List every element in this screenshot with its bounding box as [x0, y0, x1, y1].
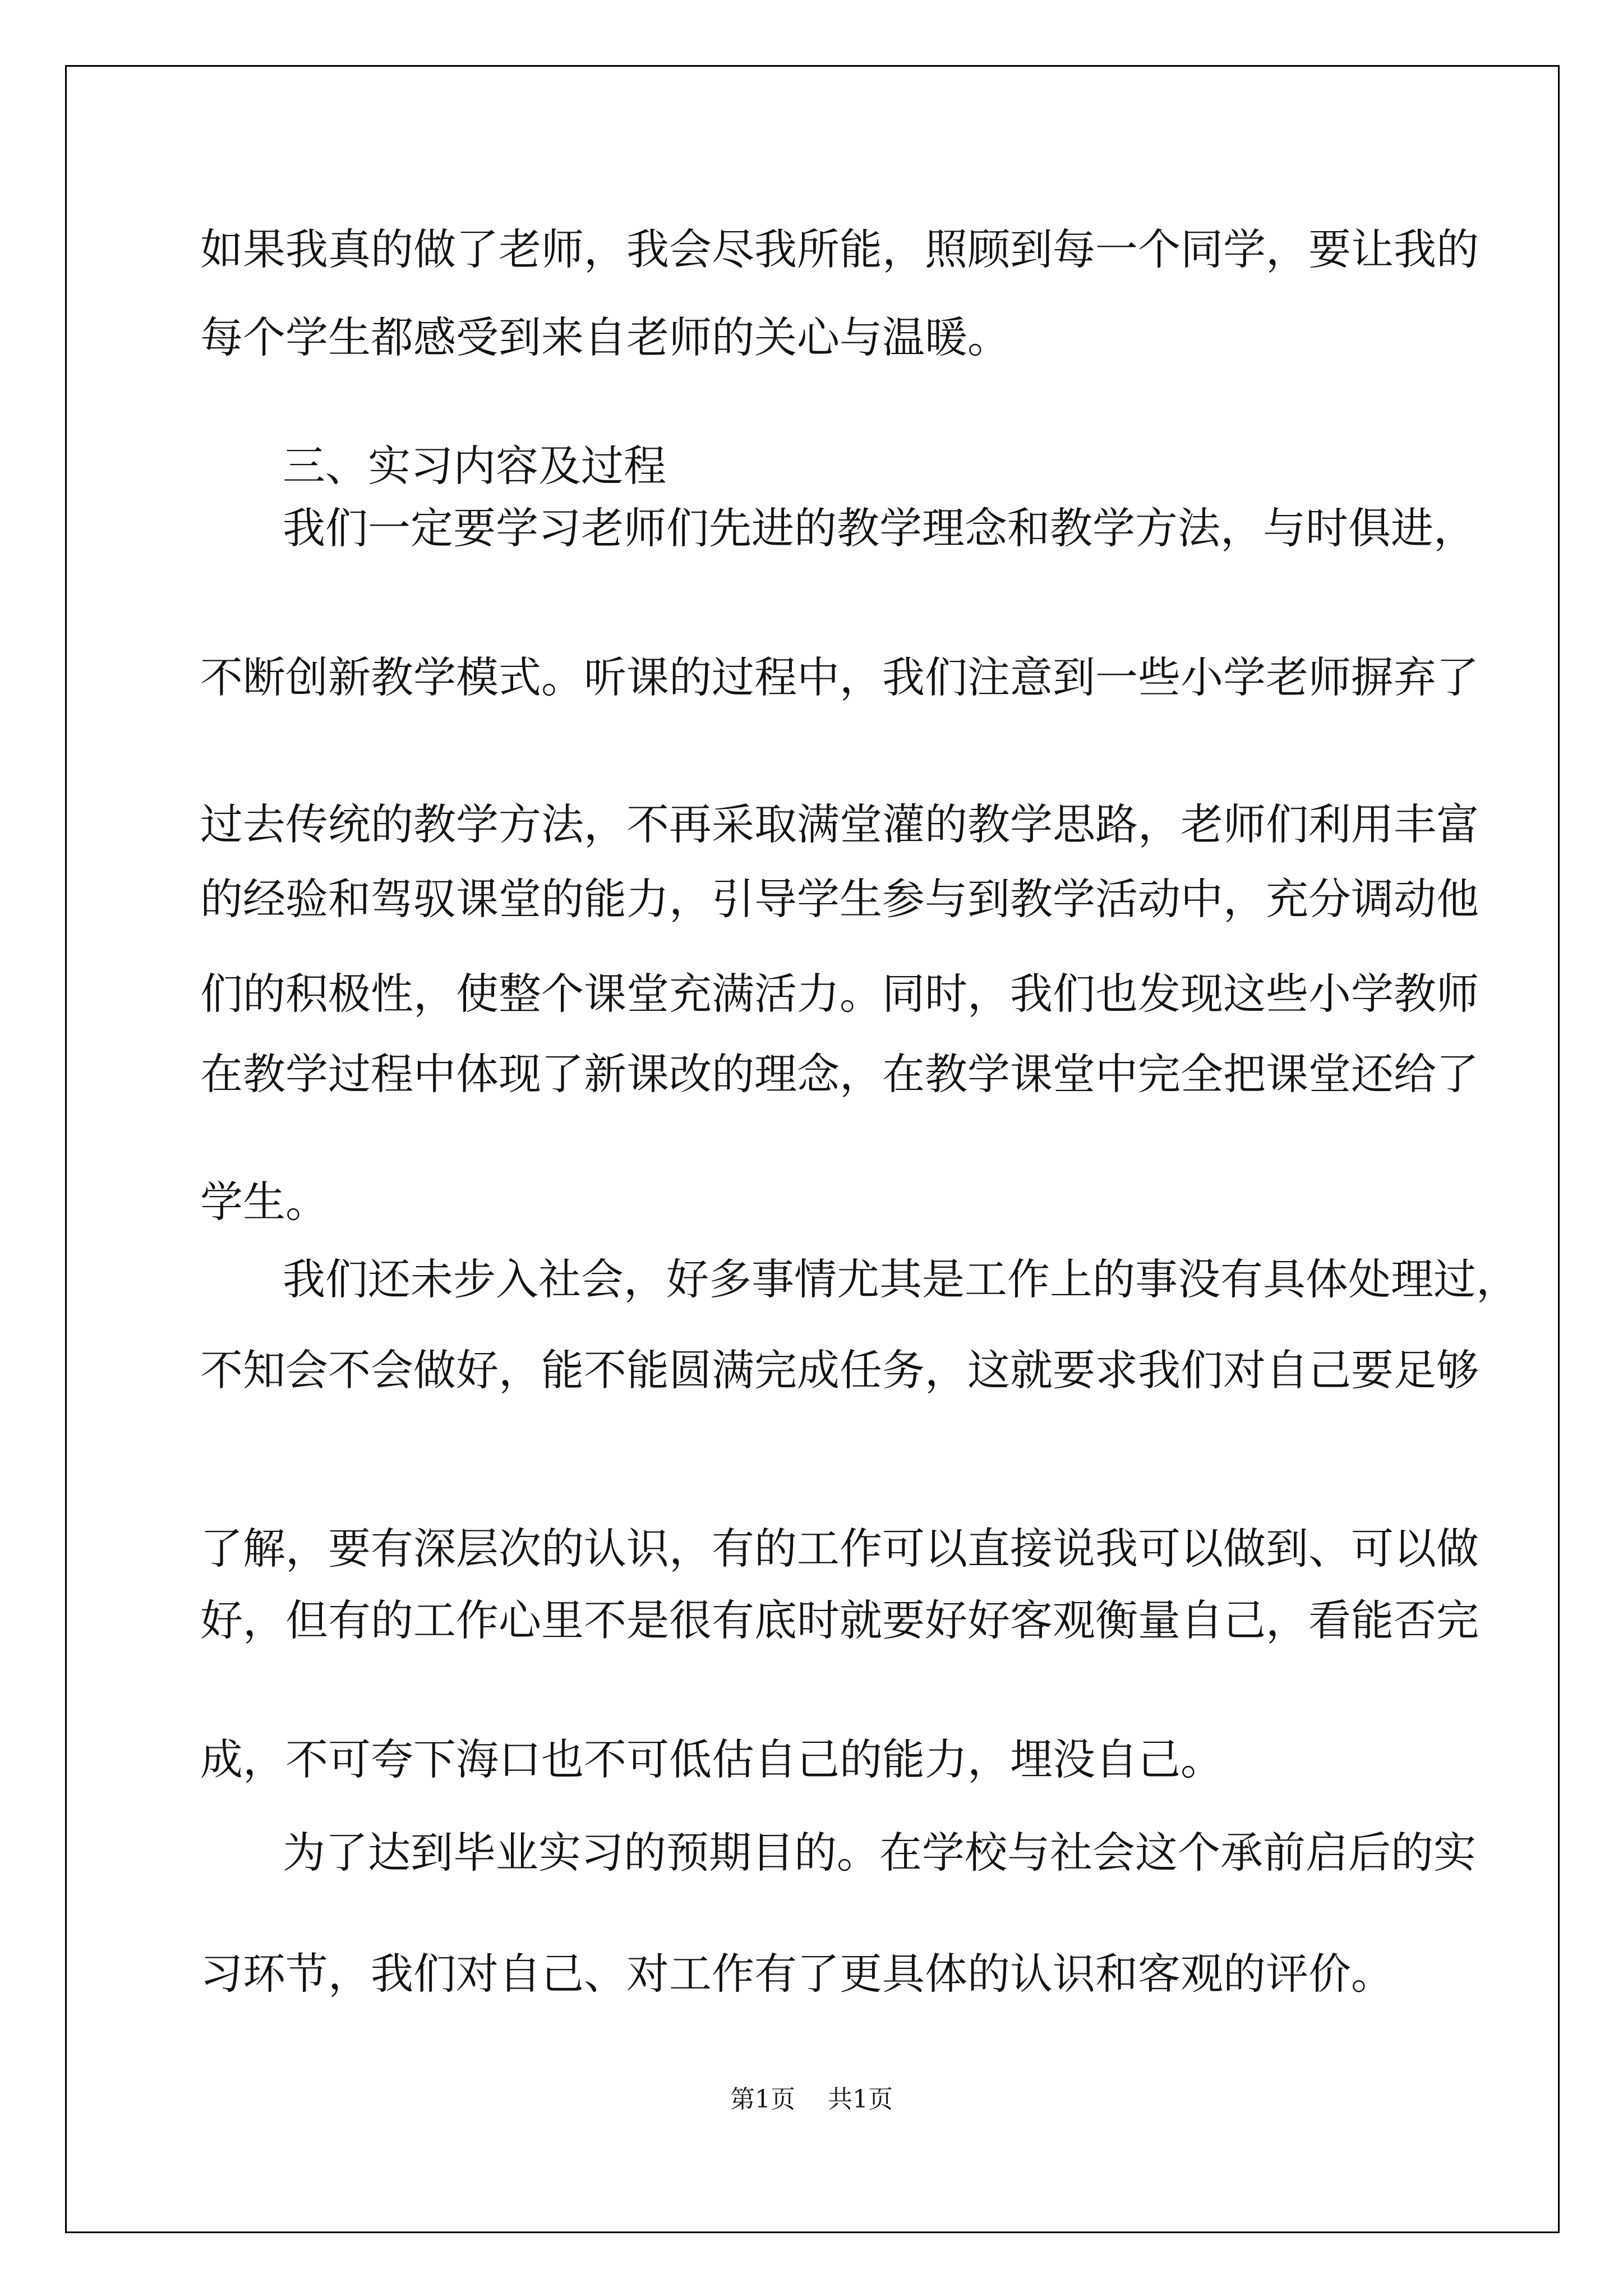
- paragraph-line: 我们一定要学习老师们先进的教学理念和教学方法，与时俱进，: [283, 503, 1476, 553]
- paragraph-line: 们的积极性，使整个课堂充满活力。同时，我们也发现这些小学教师: [200, 969, 1479, 1019]
- section-heading: 三、实习内容及过程: [283, 441, 666, 491]
- paragraph-line: 的经验和驾驭课堂的能力，引导学生参与到教学活动中，充分调动他: [200, 874, 1479, 924]
- page-footer: [0, 2083, 1623, 2116]
- paragraph-line: 习环节，我们对自己、对工作有了更具体的认识和客观的评价。: [200, 1949, 1394, 1999]
- paragraph-line: 我们还未步入社会，好多事情尤其是工作上的事没有具体处理过，: [283, 1254, 1519, 1304]
- page-total: 共1页: [828, 2085, 893, 2114]
- paragraph-line: 过去传统的教学方法，不再采取满堂灌的教学思路，老师们利用丰富: [200, 799, 1479, 849]
- paragraph-line: 了解，要有深层次的认识，有的工作可以直接说我可以做到、可以做: [200, 1524, 1479, 1573]
- page-number: 第1页: [730, 2085, 795, 2114]
- paragraph-line: 学生。: [200, 1177, 328, 1227]
- paragraph-line: 每个学生都感受到来自老师的关心与温暖。: [200, 312, 1010, 362]
- paragraph-line: 不断创新教学模式。听课的过程中，我们注意到一些小学老师摒弃了: [200, 652, 1479, 702]
- paragraph-line: 不知会不会做好，能不能圆满完成任务，这就要求我们对自己要足够: [200, 1345, 1479, 1395]
- paragraph-line: 为了达到毕业实习的预期目的。在学校与社会这个承前启后的实: [283, 1828, 1476, 1878]
- paragraph-line: 如果我真的做了老师，我会尽我所能，照顾到每一个同学，要让我的: [200, 224, 1479, 274]
- paragraph-line: 在教学过程中体现了新课改的理念，在教学课堂中完全把课堂还给了: [200, 1049, 1479, 1099]
- paragraph-line: 好，但有的工作心里不是很有底时就要好好客观衡量自己，看能否完: [200, 1595, 1479, 1645]
- page-border: [65, 65, 1560, 2233]
- paragraph-line: 成，不可夸下海口也不可低估自己的能力，埋没自己。: [200, 1734, 1223, 1784]
